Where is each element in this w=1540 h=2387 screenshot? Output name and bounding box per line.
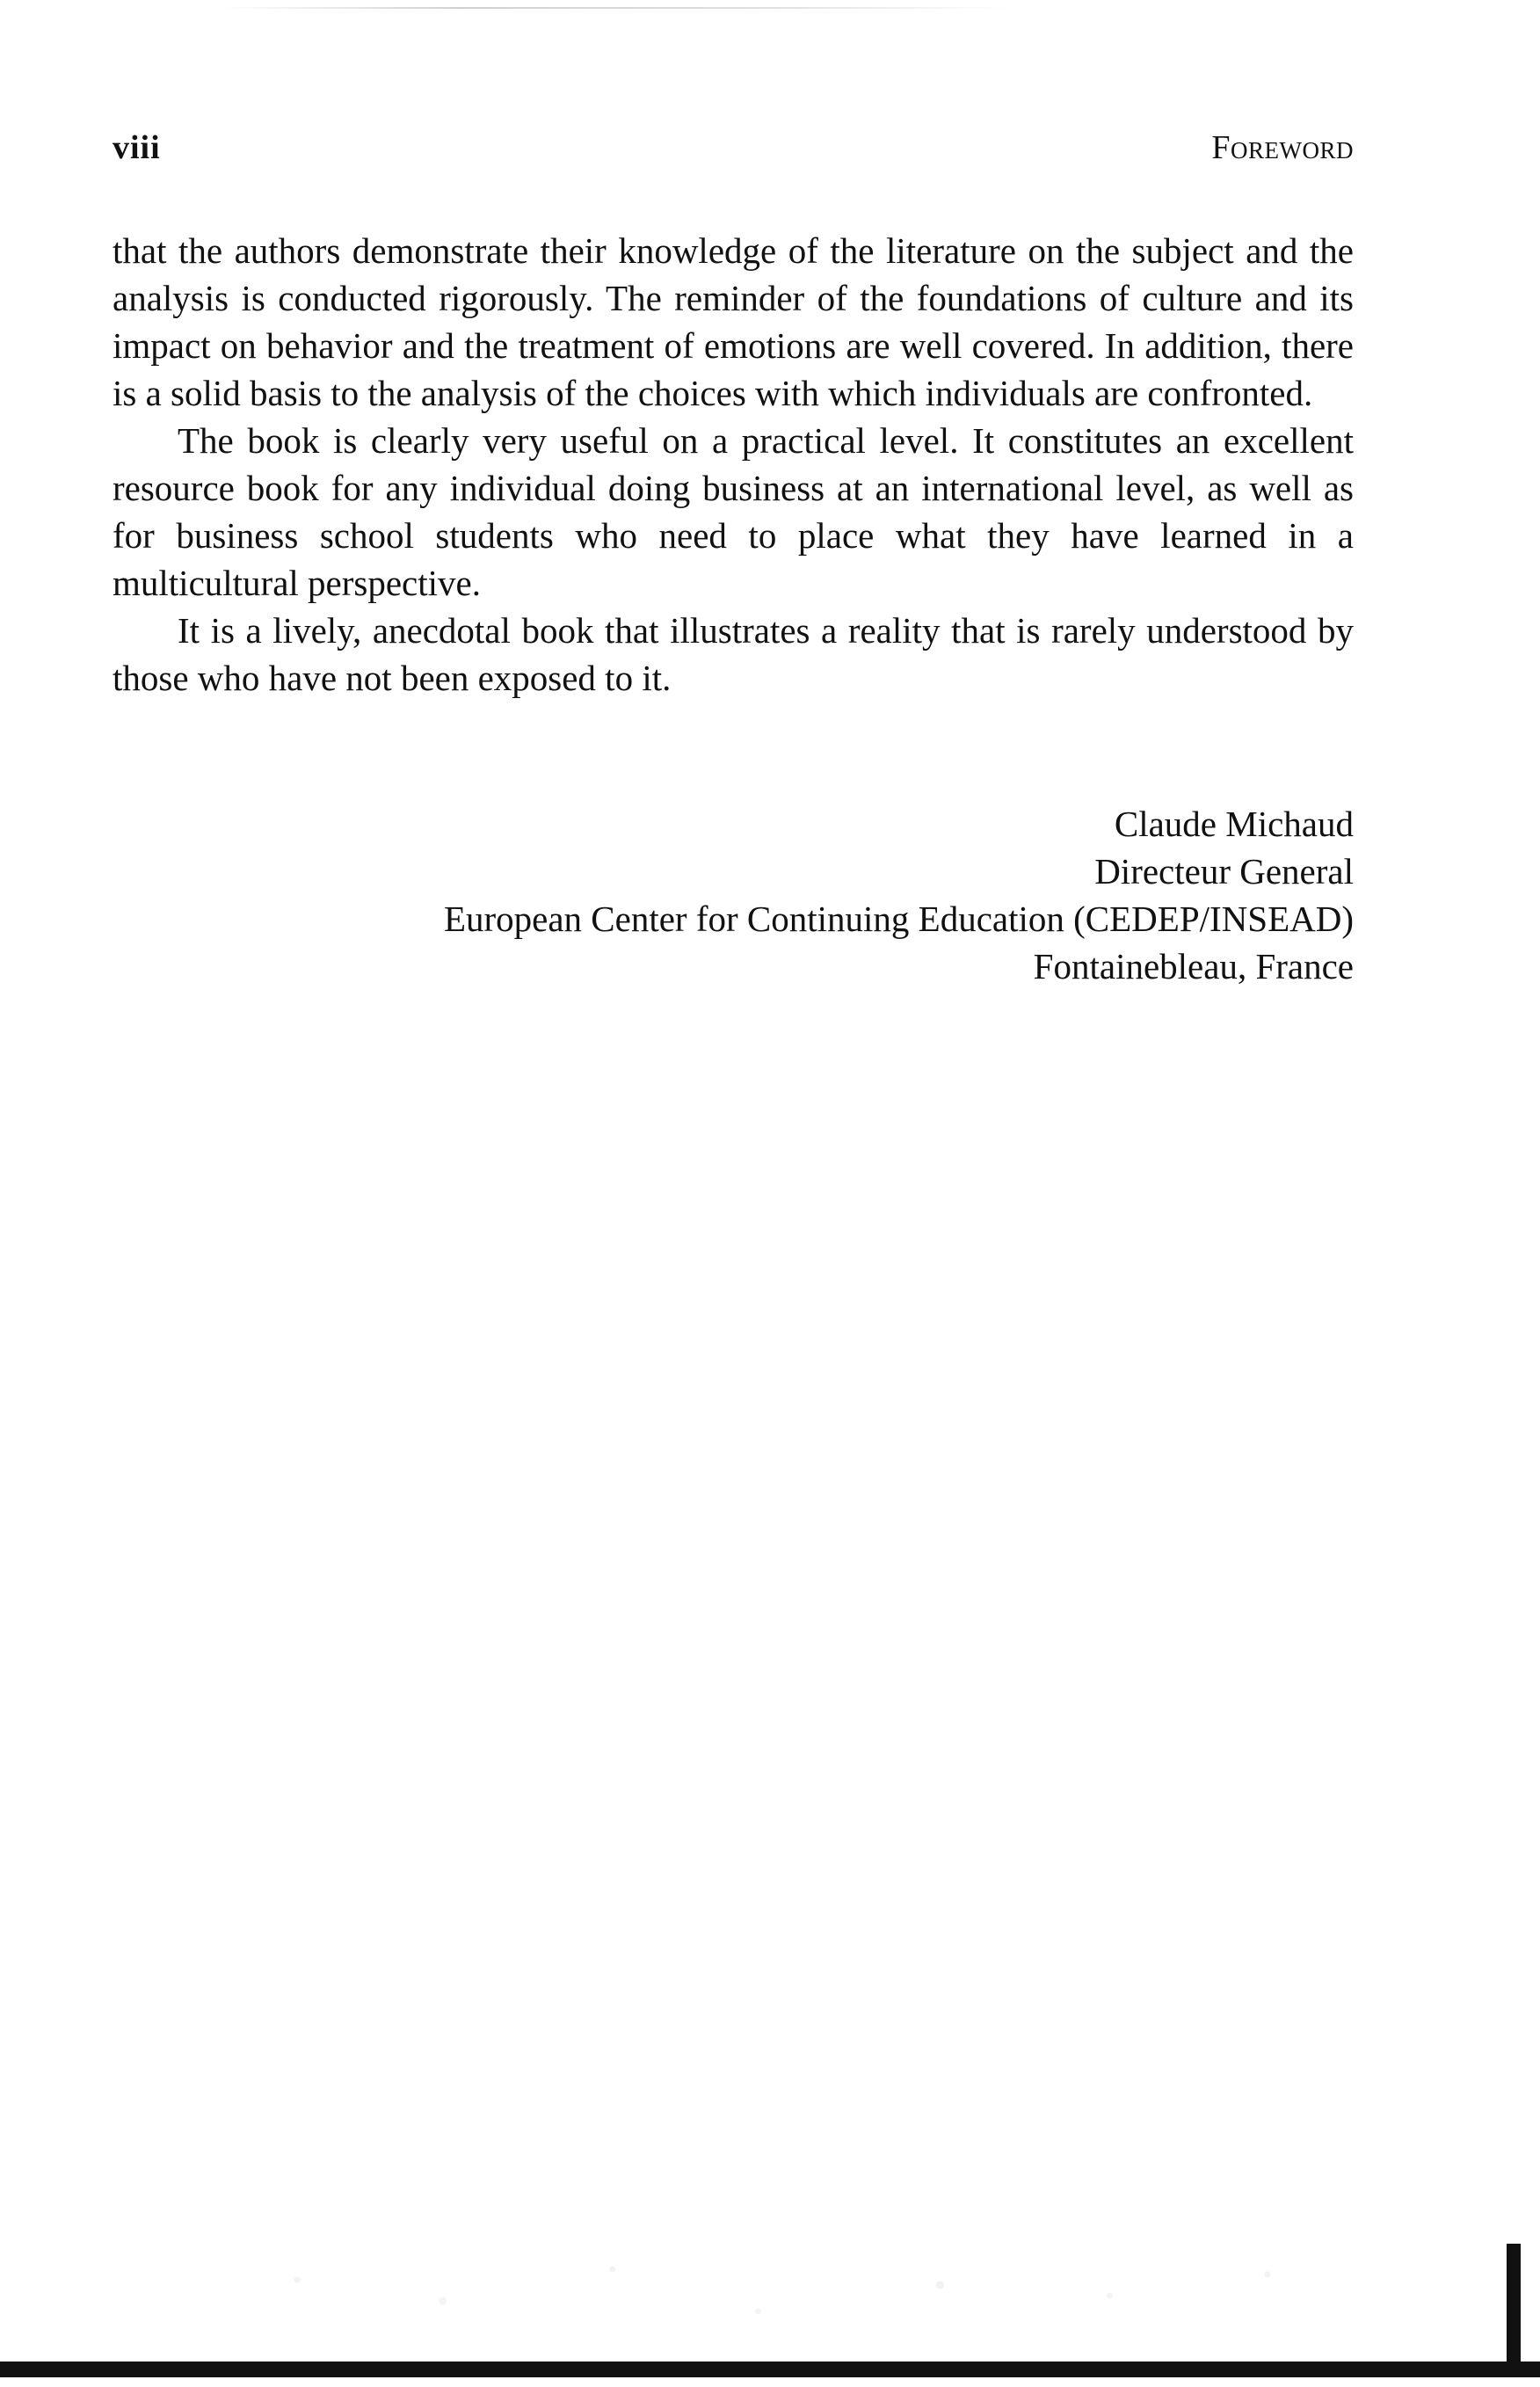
scan-bottom-rule xyxy=(0,2362,1540,2377)
running-head xyxy=(113,128,1354,172)
signature-title: Directeur General xyxy=(1094,851,1354,891)
signature-block xyxy=(444,800,1354,990)
paragraph-2: The book is clearly very useful on a practical level. It constitutes an excellent resource book for any individual doing business at an international level, as well as for business school students who need to place what they have learned in a multicultural perspective. xyxy=(113,420,1354,603)
scan-artifact-top xyxy=(220,7,1011,9)
paragraph-1: that the authors demonstrate their knowledge of the literature on the subject and the analysis is conducted rigorously. The reminder of the foundations of culture and its impact on behavior and the treatment of emotions are well covered. In addition, there is a solid basis to the analysis of the choices with which individuals are confronted. xyxy=(113,230,1354,413)
signature-location: Fontainebleau, France xyxy=(1033,946,1354,986)
signature-organization: European Center for Continuing Education (CEDEP/INSEAD) xyxy=(443,899,1354,939)
scan-noise-bottom xyxy=(176,2238,1389,2343)
body-text xyxy=(113,227,1354,702)
paragraph-3: It is a lively, anecdotal book that illustrates a reality that is rarely understood by those who have not been exposed to it. xyxy=(113,610,1354,698)
running-title: Foreword xyxy=(1211,129,1354,166)
signature-name: Claude Michaud xyxy=(1114,804,1354,844)
scan-edge-bar xyxy=(1507,2244,1521,2376)
page-number: viii xyxy=(113,129,161,166)
